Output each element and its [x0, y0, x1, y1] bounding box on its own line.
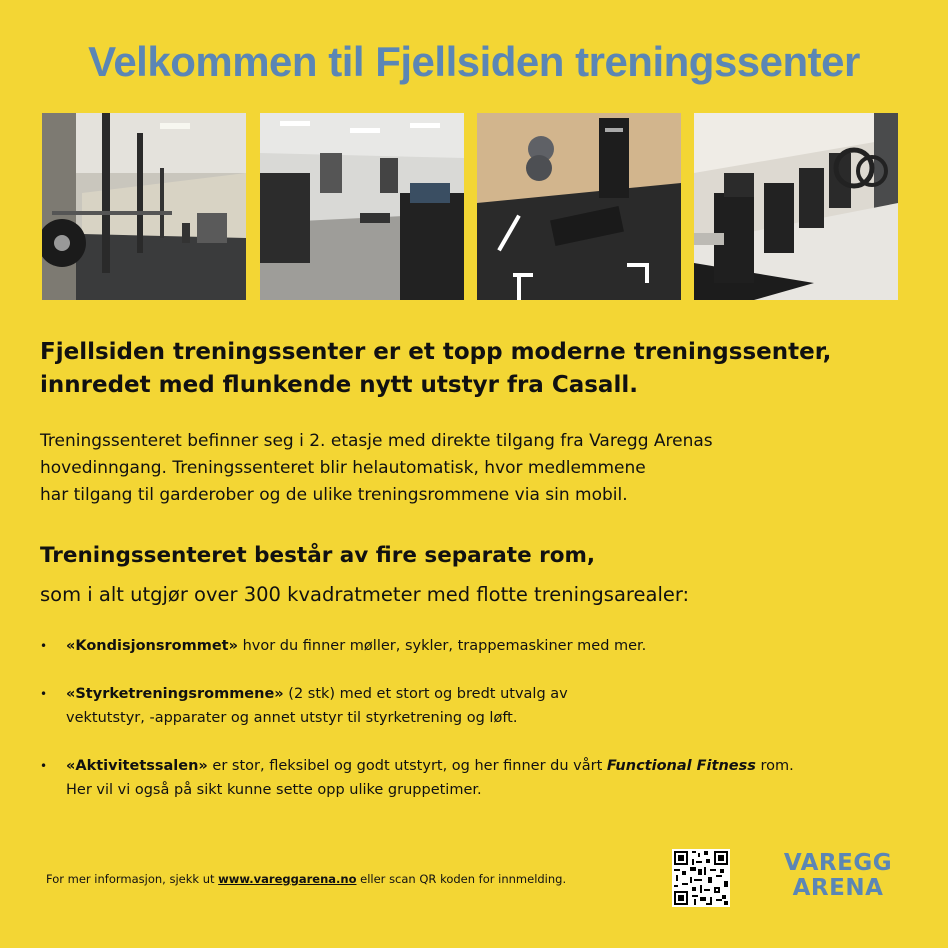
machine-room-photo [260, 113, 464, 300]
bullet-icon: • [40, 639, 48, 653]
headline-line-2: innredet med flunkende nytt utstyr fra Casall. [40, 372, 638, 398]
intro-line-3: har tilgang til garderober og de ulike treningsrommene via sin mobil. [40, 485, 628, 505]
footer-text-after: eller scan QR koden for innmelding. [356, 872, 567, 886]
room-name: «Aktivitetssalen» [66, 758, 208, 774]
footer-text-before: For mer informasjon, sjekk ut [46, 872, 219, 886]
room-name: «Styrketreningsrommene» [66, 686, 284, 702]
varegg-arena-logo [778, 851, 898, 901]
logo-line-2: ARENA [792, 875, 884, 901]
bullet-icon: • [40, 759, 48, 773]
bullet-icon: • [40, 687, 48, 701]
room-description: er stor, fleksibel og godt utstyrt, og her finner du vårt [207, 758, 607, 774]
rooms-heading: Treningssenteret består av fire separate rom, [40, 543, 596, 568]
intro-paragraph [40, 428, 920, 509]
room-description-end: rom. [755, 758, 794, 774]
room-description: (2 stk) med et stort og bredt utvalg av [283, 686, 568, 702]
photo-strip [42, 113, 898, 300]
headline [40, 336, 920, 402]
headline-line-1: Fjellsiden treningssenter er et topp moderne treningssenter, [40, 339, 832, 365]
intro-line-1: Treningssenteret befinner seg i 2. etasje med direkte tilgang fra Varegg Arenas [40, 431, 713, 451]
room-description-line-2: Her vil vi også på sikt kunne sette opp ulike gruppetimer. [66, 782, 482, 798]
functional-fitness-label: Functional Fitness [606, 758, 756, 774]
rooms-subheading: som i alt utgjør over 300 kvadratmeter med flotte treningsarealer: [40, 583, 690, 606]
intro-line-2: hovedinngang. Treningssenteret blir helautomatisk, hvor medlemmene [40, 458, 646, 478]
logo-line-1: VAREGG [783, 850, 893, 876]
room-description: hvor du finner møller, sykler, trappemaskiner med mer. [237, 638, 647, 654]
page-title: Velkommen til Fjellsiden treningssenter [88, 38, 860, 85]
room-description-line-2: vektutstyr, -apparater og annet utstyr til styrketrening og løft. [66, 710, 518, 726]
treadmill-row-photo [694, 113, 898, 300]
footer-info [46, 872, 566, 886]
weight-room-photo [42, 113, 246, 300]
functional-floor-photo [477, 113, 681, 300]
qr-code-icon[interactable] [672, 849, 730, 907]
room-name: «Kondisjonsrommet» [66, 638, 238, 654]
website-link[interactable]: www.vareggarena.no [218, 872, 357, 886]
